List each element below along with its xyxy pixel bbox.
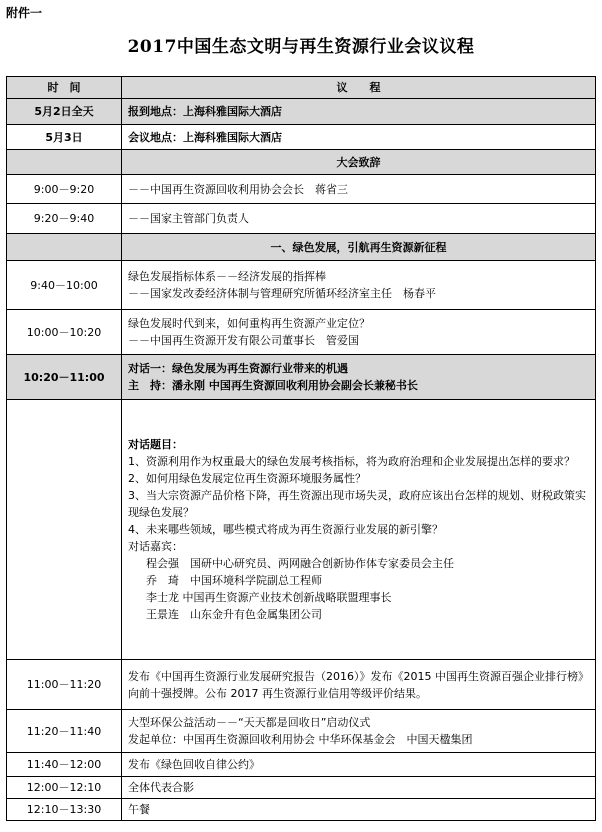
row-line: －－国家发改委经济体制与管理研究所循环经济室主任 杨春平 bbox=[128, 287, 436, 300]
row-time: 10:20－11:00 bbox=[7, 355, 122, 400]
table-row bbox=[7, 310, 596, 355]
table-row bbox=[7, 261, 596, 310]
row-text: 报到地点：上海科雅国际大酒店 bbox=[122, 99, 596, 125]
question-item: 4、未来哪些领域，哪些模式将成为再生资源行业发展的新引擎？ bbox=[128, 523, 443, 536]
dialogue-title: 对话题目： bbox=[128, 438, 183, 451]
attachment-label: 附件一 bbox=[6, 6, 43, 20]
row-line: 发起单位：中国再生资源回收利用协会 中华环保基金会 中国天楹集团 bbox=[128, 733, 473, 746]
row-time: 9:40－10:00 bbox=[7, 261, 122, 310]
row-line: 主 持：潘永刚 中国再生资源回收利用协会副会长兼秘书长 bbox=[128, 379, 418, 392]
guest-item: 李士龙 中国再生资源产业技术创新战略联盟理事长 bbox=[146, 591, 392, 604]
row-time: 11:00－11:20 bbox=[7, 660, 122, 710]
header-agenda: 议 程 bbox=[122, 77, 596, 99]
row-time: 10:00－10:20 bbox=[7, 310, 122, 355]
question-item: 1、资源利用作为权重最大的绿色发展考核指标，将为政府治理和企业发展提出怎样的要求？ bbox=[128, 455, 575, 468]
section-row bbox=[7, 234, 596, 261]
row-time: 12:10－13:30 bbox=[7, 799, 122, 821]
table-row bbox=[7, 204, 596, 234]
table-header-row bbox=[7, 77, 596, 99]
row-text bbox=[122, 261, 596, 310]
row-text: 发布《中国再生资源行业发展研究报告（2016）》发布《2015 中国再生资源百强企业排行榜》 向前十强授牌。公布 2017 再生资源行业信用等级评价结果。 bbox=[122, 660, 596, 710]
row-text: 全体代表合影 bbox=[122, 777, 596, 799]
table-row bbox=[7, 355, 596, 400]
row-text: －－中国再生资源回收利用协会会长 蒋省三 bbox=[122, 175, 596, 204]
row-line: 大型环保公益活动－－“天天都是回收日”启动仪式 bbox=[128, 716, 371, 729]
guest-item: 乔 琦 中国环境科学院副总工程师 bbox=[146, 574, 322, 587]
row-text: －－国家主管部门负责人 bbox=[122, 204, 596, 234]
row-text bbox=[122, 710, 596, 753]
header-time: 时 间 bbox=[7, 77, 122, 99]
row-text: 会议地点：上海科雅国际大酒店 bbox=[122, 125, 596, 150]
row-line: 对话一：绿色发展为再生资源行业带来的机遇 bbox=[128, 362, 348, 375]
table-row bbox=[7, 99, 596, 125]
section-row bbox=[7, 150, 596, 175]
section-title: 一、绿色发展，引航再生资源新征程 bbox=[122, 234, 596, 261]
row-time: 11:20－11:40 bbox=[7, 710, 122, 753]
question-item: 3、当大宗资源产品价格下降，再生资源出现市场失灵，政府应该出台怎样的规划、财税政策实现绿色发展？ bbox=[128, 489, 586, 519]
guests-title: 对话嘉宾： bbox=[128, 540, 183, 553]
table-row bbox=[7, 175, 596, 204]
row-time: 12:00－12:10 bbox=[7, 777, 122, 799]
row-text bbox=[122, 355, 596, 400]
row-line: 绿色发展指标体系－－经济发展的指挥棒 bbox=[128, 270, 326, 283]
page-title: 2017中国生态文明与再生资源行业会议议程 bbox=[127, 37, 475, 57]
dialogue-row bbox=[7, 400, 596, 660]
row-time: 5月3日 bbox=[7, 125, 122, 150]
table-row bbox=[7, 799, 596, 821]
row-time: 9:00－9:20 bbox=[7, 175, 122, 204]
row-time-empty bbox=[7, 400, 122, 660]
row-time-empty bbox=[7, 234, 122, 261]
row-text: 发布《绿色回收自律公约》 bbox=[122, 753, 596, 777]
table-row bbox=[7, 125, 596, 150]
row-time: 9:20－9:40 bbox=[7, 204, 122, 234]
section-title: 大会致辞 bbox=[122, 150, 596, 175]
dialogue-content bbox=[122, 400, 596, 660]
table-row bbox=[7, 777, 596, 799]
row-text bbox=[122, 310, 596, 355]
row-time: 5月2日全天 bbox=[7, 99, 122, 125]
table-row bbox=[7, 710, 596, 753]
row-text: 午餐 bbox=[122, 799, 596, 821]
table-row bbox=[7, 660, 596, 710]
row-line: 绿色发展时代到来，如何重构再生资源产业定位？ bbox=[128, 317, 370, 330]
agenda-table bbox=[6, 76, 596, 821]
question-item: 2、如何用绿色发展定位再生资源环境服务属性？ bbox=[128, 472, 366, 485]
guest-item: 程会强 国研中心研究员、两网融合创新协作体专家委员会主任 bbox=[146, 557, 454, 570]
guest-item: 王景连 山东金升有色金属集团公司 bbox=[146, 608, 322, 621]
row-time: 11:40－12:00 bbox=[7, 753, 122, 777]
table-row bbox=[7, 753, 596, 777]
row-line: －－中国再生资源开发有限公司董事长 管爱国 bbox=[128, 334, 359, 347]
row-time-empty bbox=[7, 150, 122, 175]
